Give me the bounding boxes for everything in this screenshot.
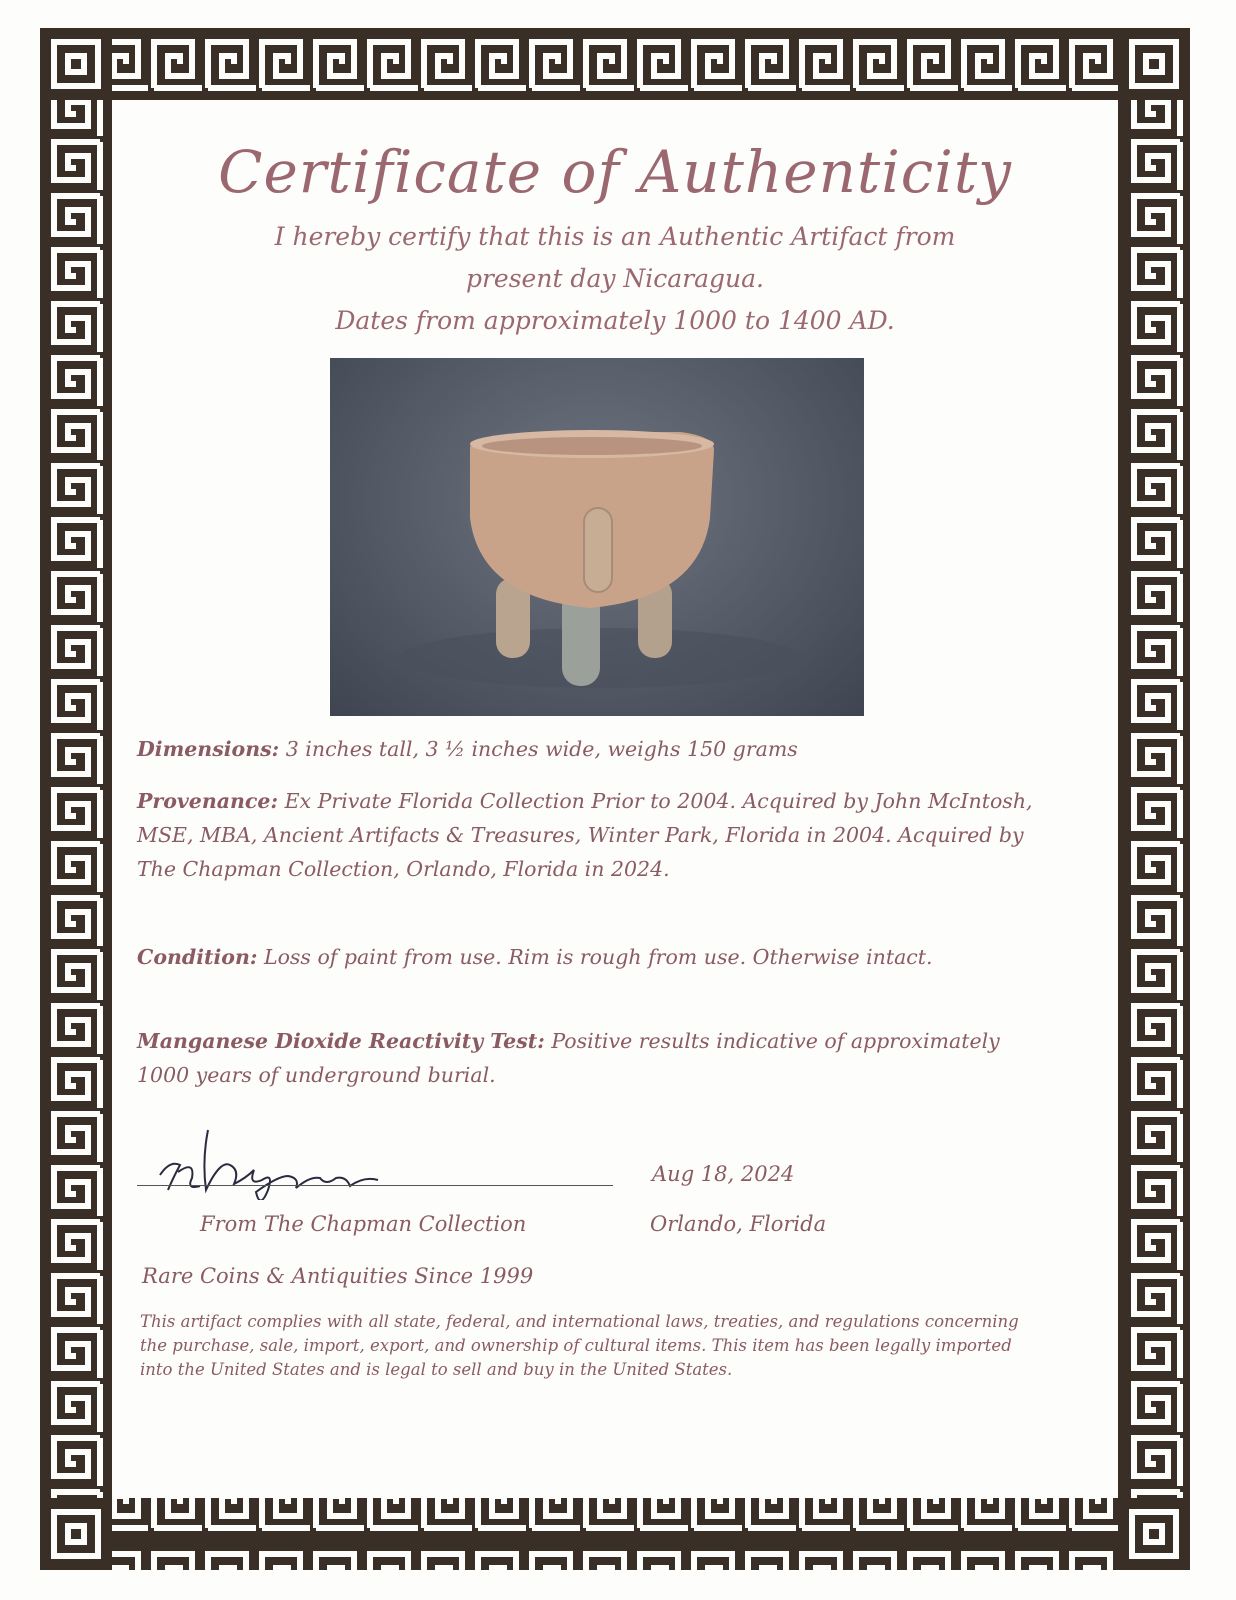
certify-line-2: present day Nicaragua. xyxy=(465,264,765,293)
dimensions-value: 3 inches tall, 3 ½ inches wide, weighs 150 grams xyxy=(285,737,798,761)
condition-value: Loss of paint from use. Rim is rough from use. Otherwise intact. xyxy=(263,945,933,969)
artifact-photo xyxy=(330,358,864,716)
condition-label: Condition: xyxy=(137,945,258,969)
provenance-label: Provenance: xyxy=(137,789,279,813)
test-label: Manganese Dioxide Reactivity Test: xyxy=(137,1029,545,1053)
test-value: Positive results indicative of approximately 1000 years of underground burial. xyxy=(137,1029,1000,1087)
sign-location: Orlando, Florida xyxy=(650,1212,827,1236)
handwritten-signature xyxy=(150,1120,410,1200)
certify-line-1: I hereby certify that this is an Authentic Artifact from xyxy=(274,222,956,251)
compliance-notice: This artifact complies with all state, federal, and international laws, treaties, and regulations concerning the purchase, sale, import, export, and ownership of cultural items. This item has been legally imported into the United States and is legal to sell and buy in the United States. xyxy=(140,1312,1019,1379)
provenance-value: Ex Private Florida Collection Prior to 2004. Acquired by John McIntosh, MSE, MBA, Ancient Artifacts & Treasures, Winter Park, Florida in 2004. Acquired by The Chapman Collection, Orlando, Florida in 2024. xyxy=(137,789,1033,881)
certify-line-3: Dates from approximately 1000 to 1400 AD. xyxy=(335,306,895,335)
dimensions-paragraph xyxy=(137,732,1037,766)
test-paragraph xyxy=(137,1024,1037,1092)
tripod-bowl-image xyxy=(330,358,864,716)
provenance-paragraph xyxy=(137,784,1037,886)
from-collection: From The Chapman Collection xyxy=(200,1212,527,1236)
signature-line xyxy=(137,1185,613,1186)
certificate-title: Certificate of Authenticity xyxy=(218,138,1012,206)
dimensions-label: Dimensions: xyxy=(137,737,280,761)
sign-date: Aug 18, 2024 xyxy=(652,1162,795,1186)
since-line: Rare Coins & Antiquities Since 1999 xyxy=(142,1264,534,1288)
condition-paragraph xyxy=(137,940,1037,974)
